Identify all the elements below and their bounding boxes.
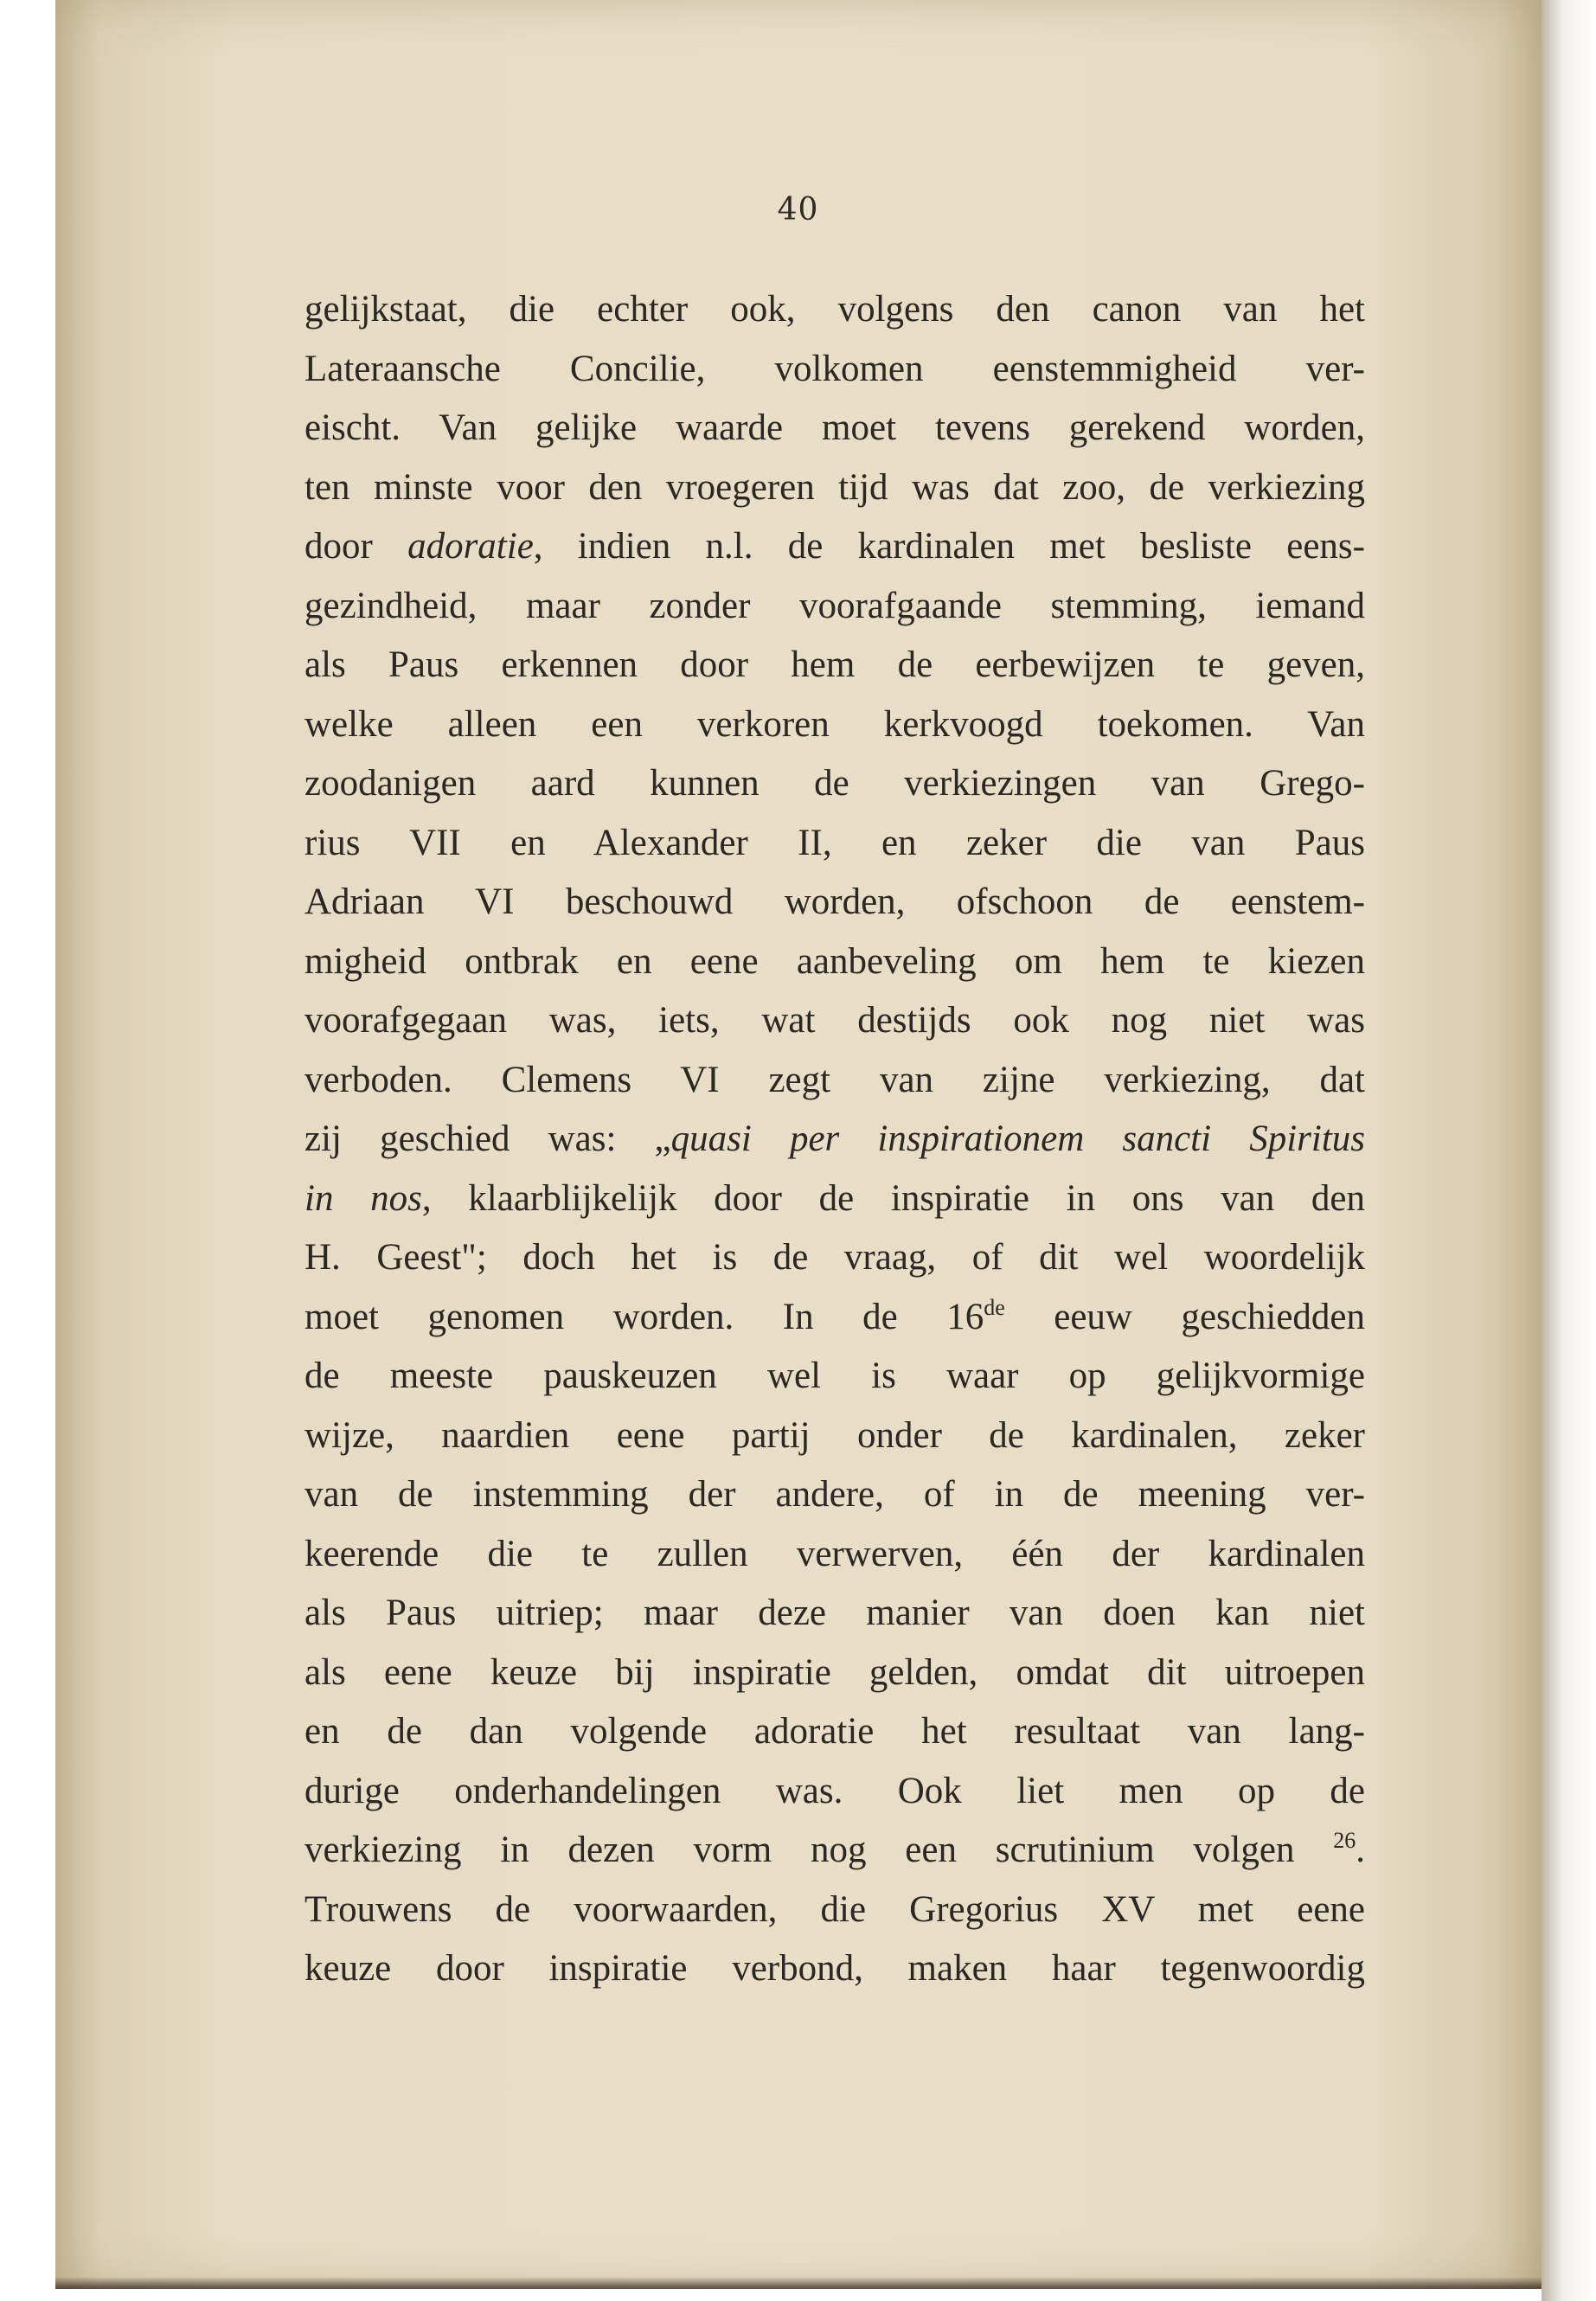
- text-line: [304, 754, 1365, 814]
- text-line: [304, 814, 1365, 874]
- text-segment: Adriaan VI beschouwd worden, ofschoon de eenstem-: [304, 881, 1365, 922]
- superscript: 26: [1333, 1828, 1356, 1853]
- text-segment: als Paus uitriep; maar deze manier van doen kan niet: [304, 1593, 1365, 1633]
- text-segment: Trouwens de voorwaarden, die Gregorius XV met eene: [304, 1888, 1365, 1930]
- text-segment: verkiezing in dezen vorm nog een scrutinium volgen: [304, 1830, 1334, 1870]
- text-segment: als Paus erkennen door hem de eerbewijzen te geven,: [304, 644, 1365, 685]
- text-segment: , klaarblijkelijk door de inspiratie in ons van den: [421, 1177, 1365, 1219]
- text-segment: rius VII en Alexander II, en zeker die van Paus: [304, 822, 1365, 863]
- text-segment: en de dan volgende adoratie het resultaat van lang-: [304, 1711, 1365, 1752]
- italic-text: in nos: [304, 1177, 422, 1219]
- text-segment: moet genomen worden. In de 16: [304, 1296, 984, 1337]
- text-segment: door: [304, 526, 408, 567]
- text-line: [304, 1110, 1365, 1170]
- text-line: [304, 1465, 1365, 1525]
- italic-text: quasi per inspirationem sancti Spiritus: [670, 1118, 1365, 1159]
- page-edge: [1542, 0, 1596, 2301]
- text-line: [304, 577, 1365, 637]
- page-number: 40: [777, 192, 819, 228]
- text-line: [304, 1762, 1365, 1822]
- text-segment: als eene keuze bij inspiratie gelden, omdat dit uitroepen: [304, 1651, 1365, 1693]
- text-line: [304, 517, 1365, 577]
- text-line: [304, 991, 1365, 1051]
- text-line: [304, 1525, 1365, 1585]
- text-segment: eeuw geschiedden: [1004, 1296, 1365, 1337]
- text-segment: zoodanigen aard kunnen de verkiezingen van Grego-: [304, 763, 1365, 804]
- text-segment: durige onderhandelingen was. Ook liet men op de: [304, 1770, 1365, 1811]
- text-segment: wijze, naardien eene partij onder de kardinalen, zeker: [304, 1414, 1365, 1456]
- text-line: [304, 399, 1365, 458]
- text-segment: keerende die te zullen verwerven, één der kardinalen: [304, 1533, 1365, 1574]
- text-segment: , indien n.l. de kardinalen met besliste eens-: [533, 526, 1365, 567]
- text-segment: de meeste pauskeuzen wel is waar op gelijkvormige: [304, 1356, 1365, 1396]
- text-segment: zij geschied was: „: [304, 1118, 671, 1159]
- text-segment: .: [1356, 1830, 1365, 1870]
- text-line: [304, 1821, 1365, 1881]
- text-line: [304, 933, 1365, 992]
- text-line: [304, 1584, 1365, 1644]
- body-text: [304, 280, 1365, 1999]
- superscript: de: [984, 1294, 1005, 1320]
- text-segment: gelijkstaat, die echter ook, volgens den canon van het: [304, 289, 1365, 330]
- text-segment: gezindheid, maar zonder voorafgaande stemming, iemand: [304, 585, 1365, 626]
- text-segment: H. Geest"; doch het is de vraag, of dit wel woordelijk: [304, 1237, 1365, 1278]
- text-segment: welke alleen een verkoren kerkvoogd toekomen. Van: [304, 703, 1365, 745]
- text-line: [304, 1347, 1365, 1407]
- text-segment: verboden. Clemens VI zegt van zijne verkiezing, dat: [304, 1059, 1365, 1100]
- text-line: [304, 695, 1365, 755]
- text-line: [304, 1051, 1365, 1111]
- text-segment: ten minste voor den vroegeren tijd was dat zoo, de verkiezing: [304, 466, 1365, 508]
- text-line: [304, 280, 1365, 340]
- text-line: [304, 1228, 1365, 1288]
- text-segment: Lateraansche Concilie, volkomen eenstemmigheid ver-: [304, 348, 1365, 389]
- text-line: [304, 1407, 1365, 1466]
- text-line: [304, 1881, 1365, 1940]
- text-line: [304, 458, 1365, 518]
- text-segment: migheid ontbrak en eene aanbeveling om hem te kiezen: [304, 940, 1365, 982]
- text-line: [304, 873, 1365, 933]
- italic-text: adoratie: [407, 526, 534, 567]
- text-line: [304, 1288, 1365, 1348]
- text-segment: voorafgegaan was, iets, wat destijds ook nog niet was: [304, 1000, 1365, 1041]
- text-line: [304, 1644, 1365, 1703]
- text-line: [304, 340, 1365, 400]
- text-segment: eischt. Van gelijke waarde moet tevens gerekend worden,: [304, 407, 1365, 448]
- text-line: [304, 1939, 1365, 1999]
- text-line: [304, 636, 1365, 695]
- text-segment: keuze door inspiratie verbond, maken haar tegenwoordig: [304, 1948, 1365, 1989]
- text-segment: van de instemming der andere, of in de meening ver-: [304, 1474, 1365, 1515]
- text-line: [304, 1702, 1365, 1762]
- text-line: [304, 1170, 1365, 1229]
